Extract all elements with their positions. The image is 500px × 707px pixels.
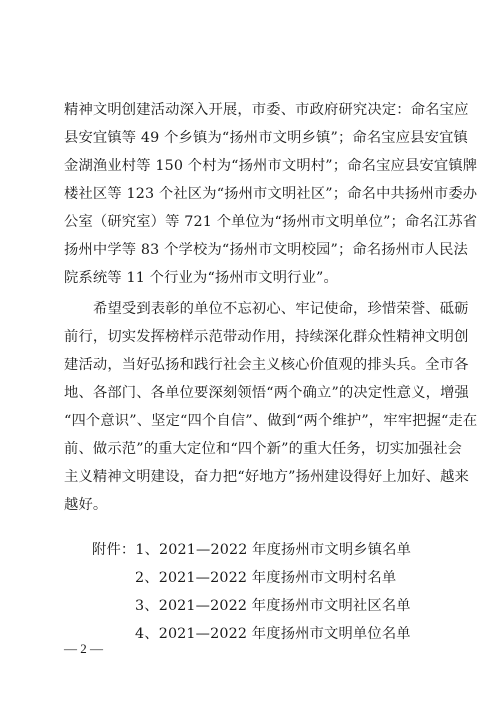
attachment-line: 附件：1、2021—2022 年度扬州市文明乡镇名单	[92, 542, 412, 558]
body-text-line: 精神文明创建活动深入开展，市委、市政府研究决定：命名宝应	[64, 102, 469, 118]
body-text-line: “四个意识”、坚定“四个自信”、做到“两个维护”，牢牢把握“走在	[64, 413, 478, 429]
page-number: — 2 —	[64, 641, 103, 656]
body-text-line: 希望受到表彰的单位不忘初心、牢记使命，珍惜荣誉、砥砺	[93, 301, 469, 317]
body-text-line: 越好。	[64, 497, 108, 513]
body-text-line: 公室（研究室）等 721 个单位为“扬州市文明单位”；命名江苏省	[64, 214, 478, 230]
body-text-line: 建活动，当好弘扬和践行社会主义核心价值观的排头兵。全市各	[64, 357, 469, 373]
attachment-line: 4、2021—2022 年度扬州市文明单位名单	[135, 626, 411, 642]
attachment-line: 3、2021—2022 年度扬州市文明社区名单	[135, 598, 411, 614]
body-text-line: 县安宜镇等 49 个乡镇为“扬州市文明乡镇”；命名宝应县安宜镇	[64, 130, 468, 146]
body-text-line: 前、做示范”的重大定位和“四个新”的重大任务，切实加强社会	[64, 441, 462, 457]
body-text-line: 前行，切实发挥榜样示范带动作用，持续深化群众性精神文明创	[64, 329, 469, 345]
body-text-line: 金湖渔业村等 150 个村为“扬州市文明村”；命名宝应县安宜镇牌	[64, 158, 478, 174]
body-text-line: 楼社区等 123 个社区为“扬州市文明社区”；命名中共扬州市委办	[64, 186, 478, 202]
body-text-line: 地、各部门、各单位要深刻领悟“两个确立”的决定性意义，增强	[64, 385, 469, 401]
attachment-line: 2、2021—2022 年度扬州市文明村名单	[135, 570, 397, 586]
body-text-line: 主义精神文明建设，奋力把“好地方”扬州建设得好上加好、越来	[64, 469, 469, 485]
body-text-line: 扬州中学等 83 个学校为“扬州市文明校园”；命名扬州市人民法	[64, 242, 468, 258]
body-text-line: 院系统等 11 个行业为“扬州市文明行业”。	[64, 270, 338, 286]
